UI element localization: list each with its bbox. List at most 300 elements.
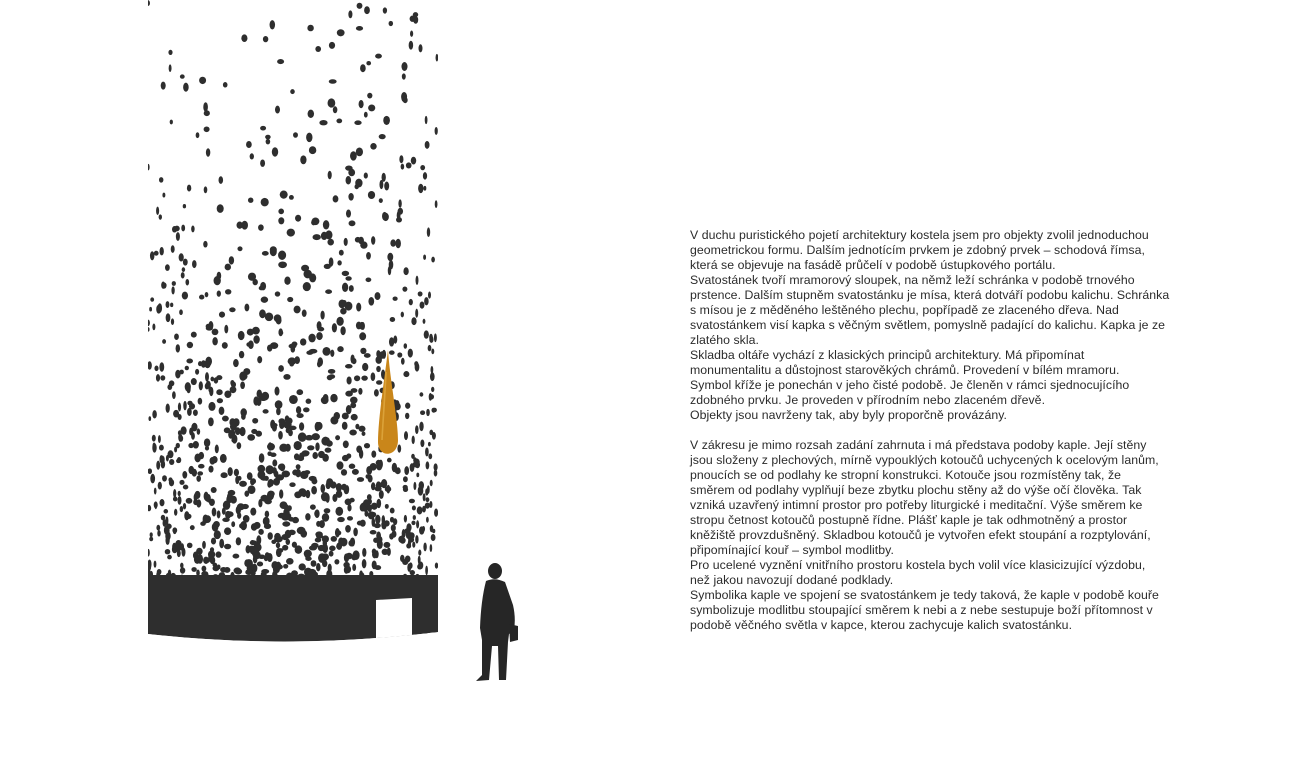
disc: [376, 462, 382, 470]
disc: [309, 273, 316, 282]
disc: [313, 234, 321, 240]
disc: [237, 512, 241, 519]
disc: [322, 555, 328, 559]
disc: [315, 422, 320, 432]
disc: [364, 6, 370, 14]
disc: [305, 513, 310, 520]
disc: [319, 120, 327, 125]
disc: [428, 453, 432, 459]
disc: [390, 517, 394, 523]
disc: [299, 422, 304, 431]
disc: [182, 548, 186, 557]
disc: [188, 443, 194, 448]
disc: [345, 566, 352, 574]
text-line: směrem od podlahy vyplňují beze zbytku plochu stěny až do výše očí člověka. Tak: [690, 483, 1142, 497]
disc: [159, 362, 164, 372]
disc: [261, 297, 268, 303]
disc: [234, 567, 242, 573]
disc: [423, 255, 426, 260]
disc: [348, 169, 355, 177]
disc: [413, 482, 416, 490]
disc: [294, 306, 301, 314]
disc: [296, 389, 303, 395]
disc: [154, 488, 157, 495]
disc: [210, 457, 216, 465]
disc: [317, 327, 324, 332]
disc: [431, 534, 436, 541]
disc: [326, 440, 333, 447]
disc: [314, 510, 319, 516]
disc: [172, 281, 176, 286]
disc: [430, 372, 435, 381]
disc: [308, 334, 315, 343]
disc: [296, 413, 303, 418]
disc: [158, 435, 161, 443]
disc: [432, 529, 435, 533]
disc: [343, 440, 349, 448]
disc: [405, 555, 411, 562]
disc: [150, 297, 154, 301]
text-line: V duchu puristického pojetí architektury kostela jsem pro objekty zvolil jednoduchou: [690, 228, 1149, 242]
disc: [371, 450, 376, 457]
disc: [302, 490, 307, 497]
disc: [202, 520, 206, 525]
disc: [326, 482, 331, 489]
disc: [427, 227, 430, 237]
disc: [185, 514, 191, 519]
disc: [330, 350, 334, 357]
disc: [277, 59, 284, 64]
disc: [341, 469, 347, 475]
disc: [279, 331, 284, 336]
disc: [356, 26, 363, 31]
disc: [239, 523, 243, 528]
disc: [359, 100, 364, 108]
disc: [348, 10, 352, 18]
disc: [319, 520, 325, 528]
disc: [171, 286, 174, 294]
disc: [166, 455, 169, 462]
disc: [259, 309, 266, 318]
disc: [300, 530, 307, 538]
disc: [172, 391, 176, 399]
disc: [430, 480, 433, 487]
disc: [424, 297, 429, 305]
disc: [342, 283, 348, 292]
disc: [253, 279, 258, 285]
disc: [370, 530, 377, 535]
disc: [223, 82, 228, 87]
disc: [366, 278, 372, 283]
disc: [195, 369, 199, 375]
disc: [176, 232, 180, 241]
disc: [401, 358, 405, 365]
disc: [290, 346, 295, 353]
disc: [165, 264, 170, 271]
disc: [217, 398, 223, 403]
disc: [375, 356, 381, 364]
disc: [178, 496, 182, 505]
disc: [258, 224, 264, 230]
disc: [424, 330, 429, 338]
disc: [248, 340, 254, 349]
disc: [396, 217, 402, 222]
disc: [167, 384, 172, 390]
text-line: kněžiště provzdušněný. Skladbou kotoučů je vytvořen efekt stoupání a rozptylování,: [690, 528, 1151, 542]
disc: [160, 375, 165, 380]
disc: [323, 394, 329, 402]
disc: [171, 318, 174, 325]
disc: [324, 508, 331, 513]
disc: [263, 36, 268, 42]
disc: [329, 546, 336, 552]
disc: [159, 445, 164, 451]
disc: [173, 489, 176, 498]
disc: [224, 390, 231, 397]
disc: [305, 435, 313, 441]
disc: [308, 110, 315, 118]
disc: [435, 127, 438, 135]
disc: [359, 332, 366, 340]
disc: [352, 564, 356, 571]
text-line: monumentalitu a důstojnost starověkých chrámů. Provedení v bílém mramoru.: [690, 363, 1120, 377]
disc: [180, 74, 185, 78]
disc: [366, 252, 371, 260]
disc: [279, 489, 283, 498]
disc: [162, 339, 166, 344]
disc: [161, 82, 166, 90]
disc: [222, 518, 230, 522]
disc: [395, 239, 400, 248]
disc: [197, 471, 203, 475]
disc: [412, 506, 416, 511]
disc: [333, 106, 338, 113]
disc: [402, 286, 407, 291]
disc: [179, 435, 183, 441]
disc: [329, 42, 335, 49]
disc: [260, 159, 265, 166]
disc: [346, 210, 351, 218]
disc: [420, 410, 425, 415]
disc: [410, 570, 415, 575]
disc: [161, 282, 165, 289]
disc: [401, 312, 404, 318]
disc-cloud: [146, 0, 439, 641]
disc: [309, 146, 316, 154]
disc: [197, 428, 201, 434]
disc: [191, 432, 195, 440]
disc: [357, 3, 363, 9]
disc: [259, 286, 264, 290]
disc: [337, 346, 343, 352]
disc: [222, 416, 229, 422]
disc: [265, 511, 270, 518]
disc: [328, 98, 336, 107]
disc: [259, 453, 265, 463]
disc: [187, 543, 193, 549]
disc: [216, 375, 222, 380]
disc: [435, 562, 438, 568]
disc: [282, 521, 290, 526]
disc: [416, 276, 419, 285]
disc: [183, 503, 186, 509]
disc: [366, 61, 371, 65]
text-line: jsou složeny z plechových, mírně vypouklých kotoučů uchycených k ocelovým lanům,: [690, 453, 1159, 467]
disc: [337, 517, 345, 522]
disc: [390, 317, 396, 322]
disc: [212, 523, 219, 532]
disc: [403, 485, 408, 490]
disc: [418, 562, 423, 570]
disc: [278, 261, 287, 268]
disc: [347, 504, 351, 511]
disc: [160, 499, 165, 506]
disc: [192, 260, 197, 268]
disc: [409, 499, 415, 504]
disc: [326, 493, 330, 503]
disc: [295, 215, 301, 222]
disc: [182, 292, 188, 300]
disc: [368, 297, 374, 306]
disc: [336, 461, 343, 470]
disc: [286, 539, 291, 545]
disc: [186, 498, 193, 504]
disc: [258, 499, 262, 507]
disc: [196, 475, 201, 482]
disc: [334, 559, 339, 564]
disc: [181, 272, 185, 278]
disc: [165, 549, 171, 554]
disc: [166, 301, 170, 308]
disc: [431, 349, 434, 355]
disc: [251, 523, 257, 531]
disc: [166, 404, 170, 413]
text-line: zlatého skla.: [690, 333, 760, 347]
disc: [203, 557, 209, 564]
disc: [420, 440, 424, 448]
disc: [372, 551, 377, 559]
disc: [315, 531, 323, 537]
disc: [154, 561, 157, 568]
disc: [375, 515, 380, 524]
disc: [316, 332, 323, 340]
disc: [382, 212, 387, 221]
disc: [417, 506, 423, 514]
disc: [354, 120, 361, 125]
disc: [285, 444, 291, 452]
disc: [283, 374, 290, 380]
text-line: pnoucích se od podlahy ke stropní konstrukci. Kotouče jsou rozmístěny tak, že: [690, 468, 1122, 482]
disc: [370, 512, 377, 518]
disc: [410, 31, 413, 37]
chapel-entrance: [376, 598, 412, 640]
disc: [418, 184, 423, 193]
disc: [179, 253, 184, 261]
disc: [193, 409, 198, 416]
disc: [278, 217, 284, 224]
disc: [252, 418, 258, 424]
disc: [426, 461, 430, 469]
disc: [187, 185, 191, 192]
disc: [410, 463, 415, 472]
disc: [423, 186, 426, 191]
disc: [411, 157, 416, 165]
disc: [368, 475, 373, 483]
disc: [246, 545, 251, 553]
disc: [374, 389, 379, 397]
disc: [250, 153, 254, 159]
disc: [335, 435, 340, 440]
disc: [383, 542, 390, 548]
disc: [384, 520, 390, 526]
disc: [307, 445, 314, 450]
disc: [335, 530, 340, 536]
disc: [208, 387, 213, 393]
disc: [199, 295, 204, 300]
disc: [226, 511, 233, 517]
disc: [333, 195, 339, 202]
disc: [229, 256, 234, 264]
disc: [387, 458, 392, 463]
disc: [336, 317, 343, 326]
disc: [174, 333, 179, 340]
disc: [403, 267, 408, 275]
disc: [198, 464, 205, 469]
disc: [304, 550, 312, 558]
disc: [332, 494, 337, 502]
disc: [177, 457, 181, 463]
disc: [387, 547, 391, 556]
disc: [276, 408, 281, 416]
disc: [410, 16, 416, 22]
disc: [328, 369, 336, 374]
disc: [379, 198, 383, 203]
disc: [267, 345, 272, 352]
disc: [364, 353, 371, 358]
disc: [389, 350, 395, 355]
disc: [399, 155, 403, 163]
disc: [202, 566, 207, 572]
disc: [404, 466, 409, 475]
disc: [294, 441, 302, 450]
disc: [260, 126, 266, 131]
disc: [425, 116, 428, 124]
disc: [294, 356, 300, 364]
disc: [390, 239, 396, 246]
disc: [317, 361, 321, 367]
disc: [349, 498, 354, 503]
disc: [382, 350, 386, 359]
disc: [267, 451, 272, 456]
disc: [364, 443, 370, 448]
disc: [239, 481, 247, 487]
disc: [306, 399, 312, 404]
disc: [231, 521, 235, 527]
disc: [170, 303, 173, 308]
text-line: Objekty jsou navrženy tak, aby byly proporčně provázány.: [690, 408, 1007, 422]
disc: [187, 408, 192, 416]
disc: [256, 431, 262, 437]
disc: [238, 331, 245, 340]
disc: [289, 362, 294, 367]
disc: [211, 487, 217, 493]
disc: [278, 365, 284, 372]
disc: [231, 438, 235, 443]
disc: [187, 385, 191, 393]
disc: [147, 559, 151, 568]
disc: [355, 184, 359, 189]
disc: [358, 426, 365, 432]
disc: [244, 304, 249, 312]
disc: [202, 541, 206, 549]
disc: [234, 469, 239, 476]
disc: [178, 491, 181, 496]
disc: [212, 337, 218, 345]
disc: [241, 221, 248, 230]
disc: [387, 253, 393, 262]
disc: [356, 148, 363, 157]
disc: [253, 555, 258, 563]
disc: [266, 139, 271, 145]
disc: [337, 260, 341, 265]
text-line: V zákresu je mimo rozsah zadání zahrnuta i má představa podoby kaple. Její stěny: [690, 438, 1147, 452]
disc: [224, 544, 231, 550]
disc: [330, 394, 337, 403]
disc: [233, 359, 239, 367]
disc: [244, 491, 249, 497]
disc: [360, 348, 366, 354]
disc: [275, 387, 280, 396]
disc: [182, 471, 187, 479]
disc: [289, 482, 295, 487]
disc: [257, 562, 263, 567]
disc: [179, 480, 184, 485]
disc: [368, 104, 375, 111]
disc: [415, 425, 418, 434]
disc: [206, 148, 210, 157]
disc: [208, 466, 213, 473]
disc: [257, 356, 262, 363]
disc: [181, 225, 185, 232]
disc: [173, 496, 178, 501]
disc: [405, 413, 409, 419]
disc: [422, 526, 425, 532]
disc: [426, 517, 429, 523]
disc: [241, 34, 247, 42]
disc: [172, 527, 177, 533]
disc: [162, 193, 165, 198]
disc: [229, 307, 235, 312]
disc: [180, 567, 185, 573]
disc: [327, 375, 333, 380]
disc: [241, 413, 246, 420]
disc: [342, 413, 349, 420]
disc: [419, 392, 423, 396]
disc: [371, 236, 375, 245]
disc: [413, 515, 416, 520]
disc: [206, 326, 213, 331]
disc: [416, 473, 419, 478]
disc: [272, 423, 277, 431]
disc: [393, 296, 398, 300]
disc: [278, 250, 286, 260]
disc: [360, 241, 367, 248]
disc: [305, 556, 311, 560]
disc: [344, 486, 349, 495]
disc: [162, 475, 167, 481]
disc: [349, 220, 356, 226]
disc: [296, 464, 301, 469]
